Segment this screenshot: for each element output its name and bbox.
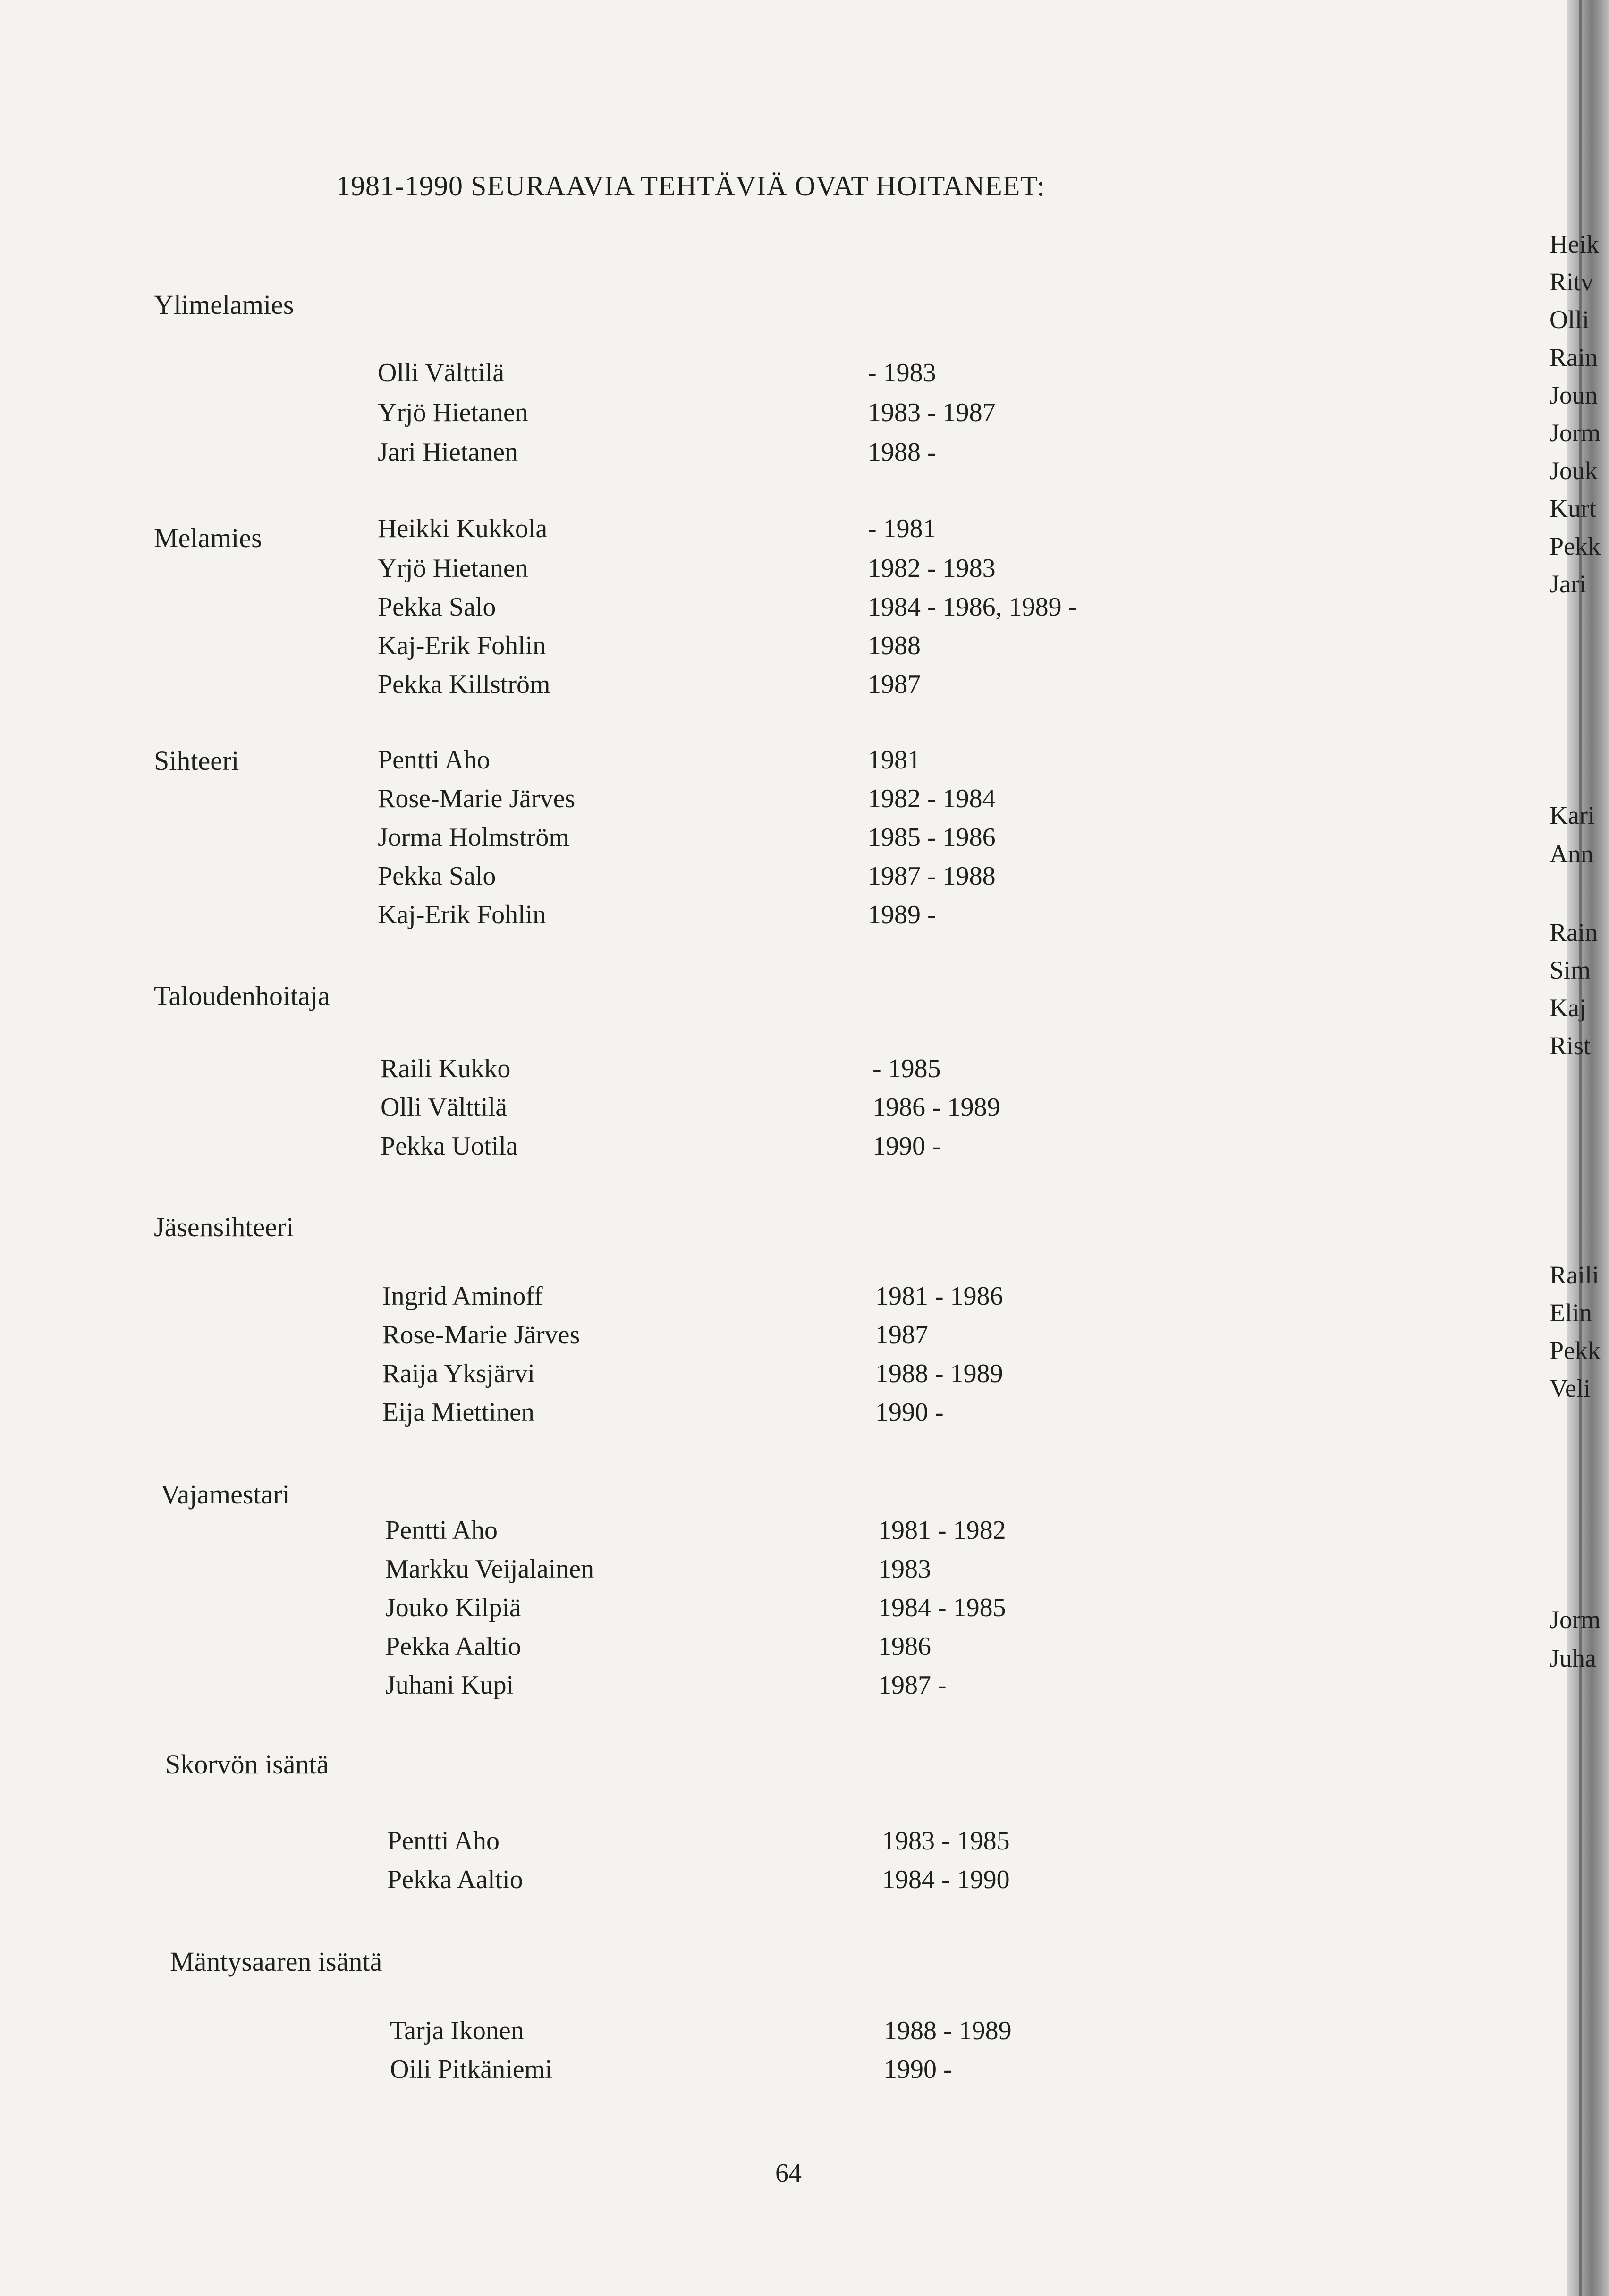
person-name: Pekka Killström [378, 670, 550, 699]
term-years: 1990 - [875, 1398, 944, 1427]
term-years: - 1981 [868, 514, 936, 543]
term-years: 1990 - [884, 2055, 952, 2084]
person-name: Rose-Marie Järves [378, 784, 576, 813]
term-years: 1984 - 1990 [882, 1865, 1010, 1894]
facing-page-fragment: Pekk [1550, 532, 1601, 560]
person-name: Eija Miettinen [382, 1398, 534, 1427]
term-years: 1987 [875, 1320, 928, 1350]
term-years: 1987 - [878, 1671, 947, 1700]
term-years: 1983 - 1985 [882, 1826, 1010, 1856]
person-name: Pentti Aho [387, 1826, 500, 1856]
person-name: Olli Välttilä [378, 358, 505, 388]
facing-page-fragment: Rist [1550, 1031, 1591, 1060]
page-title: 1981-1990 SEURAAVIA TEHTÄVIÄ OVAT HOITANEET: [336, 170, 1045, 202]
term-years: 1988 - [868, 438, 936, 467]
facing-page-fragment: Elin [1550, 1299, 1592, 1327]
person-name: Oili Pitkäniemi [390, 2055, 552, 2084]
facing-page-fragment: Jouk [1550, 456, 1598, 485]
section-heading: Taloudenhoitaja [154, 980, 330, 1011]
person-name: Ingrid Aminoff [382, 1282, 543, 1311]
facing-page-fragment: Pekk [1550, 1336, 1601, 1365]
term-years: 1986 - 1989 [872, 1093, 1000, 1122]
section-heading: Vajamestari [161, 1479, 290, 1510]
term-years: 1988 - 1989 [875, 1359, 1003, 1388]
term-years: 1984 - 1986, 1989 - [868, 592, 1077, 622]
section-heading: Ylimelamies [154, 289, 294, 320]
facing-page-fragment: Jari [1550, 570, 1586, 598]
term-years: 1989 - [868, 900, 936, 929]
facing-page-fragment: Juha [1550, 1644, 1596, 1672]
term-years: 1981 [868, 745, 921, 775]
section-heading: Skorvön isäntä [165, 1749, 329, 1780]
section-heading: Melamies [154, 523, 262, 553]
term-years: - 1983 [868, 358, 936, 388]
facing-page-fragment: Jorm [1550, 1605, 1601, 1634]
term-years: 1984 - 1985 [878, 1593, 1006, 1622]
person-name: Pentti Aho [385, 1516, 498, 1545]
term-years: 1981 - 1982 [878, 1516, 1006, 1545]
term-years: - 1985 [872, 1054, 941, 1083]
term-years: 1985 - 1986 [868, 823, 996, 852]
facing-page-fragment: Veli [1550, 1374, 1591, 1402]
facing-page-fragment: Ann [1550, 840, 1593, 868]
facing-page-fragment: Kaj [1550, 994, 1586, 1022]
facing-page-fragment: Raili [1550, 1261, 1599, 1289]
facing-page-fragment: Olli [1550, 305, 1590, 334]
section-heading: Sihteeri [154, 745, 239, 776]
term-years: 1983 [878, 1554, 931, 1584]
person-name: Kaj-Erik Fohlin [378, 900, 546, 929]
person-name: Raili Kukko [381, 1054, 511, 1083]
facing-page-fragment: Sim [1550, 956, 1591, 984]
term-years: 1983 - 1987 [868, 398, 996, 427]
person-name: Pentti Aho [378, 745, 491, 775]
page-number: 64 [775, 2159, 802, 2188]
person-name: Kaj-Erik Fohlin [378, 631, 546, 660]
facing-page-fragment: Joun [1550, 381, 1598, 409]
facing-page-fragment: Kari [1550, 801, 1595, 829]
person-name: Pekka Aaltio [387, 1865, 523, 1894]
term-years: 1982 - 1984 [868, 784, 996, 813]
term-years: 1986 [878, 1632, 931, 1661]
section-heading: Mäntysaaren isäntä [170, 1946, 382, 1977]
person-name: Pekka Aaltio [385, 1632, 521, 1661]
person-name: Jorma Holmström [378, 823, 569, 852]
term-years: 1990 - [872, 1131, 941, 1161]
person-name: Tarja Ikonen [390, 2016, 524, 2045]
facing-page-fragment: Rain [1550, 343, 1598, 371]
facing-page-fragment: Heik [1550, 230, 1599, 258]
section-heading: Jäsensihteeri [154, 1212, 294, 1242]
person-name: Yrjö Hietanen [378, 398, 528, 427]
person-name: Jari Hietanen [378, 438, 518, 467]
person-name: Jouko Kilpiä [385, 1593, 521, 1622]
person-name: Rose-Marie Järves [382, 1320, 580, 1350]
term-years: 1987 - 1988 [868, 861, 996, 891]
person-name: Pekka Salo [378, 861, 496, 891]
term-years: 1987 [868, 670, 921, 699]
term-years: 1982 - 1983 [868, 554, 996, 583]
person-name: Pekka Salo [378, 592, 496, 622]
term-years: 1981 - 1986 [875, 1282, 1003, 1311]
term-years: 1988 [868, 631, 921, 660]
person-name: Olli Välttilä [381, 1093, 508, 1122]
person-name: Pekka Uotila [381, 1131, 518, 1161]
person-name: Markku Veijalainen [385, 1554, 594, 1584]
facing-page-fragment: Kurt [1550, 494, 1596, 523]
facing-page-fragment: Rain [1550, 918, 1598, 946]
person-name: Heikki Kukkola [378, 514, 548, 543]
person-name: Raija Yksjärvi [382, 1359, 535, 1388]
facing-page-fragment: Ritv [1550, 268, 1594, 296]
term-years: 1988 - 1989 [884, 2016, 1012, 2045]
person-name: Yrjö Hietanen [378, 554, 528, 583]
facing-page-fragment: Jorm [1550, 419, 1601, 447]
person-name: Juhani Kupi [385, 1671, 514, 1700]
